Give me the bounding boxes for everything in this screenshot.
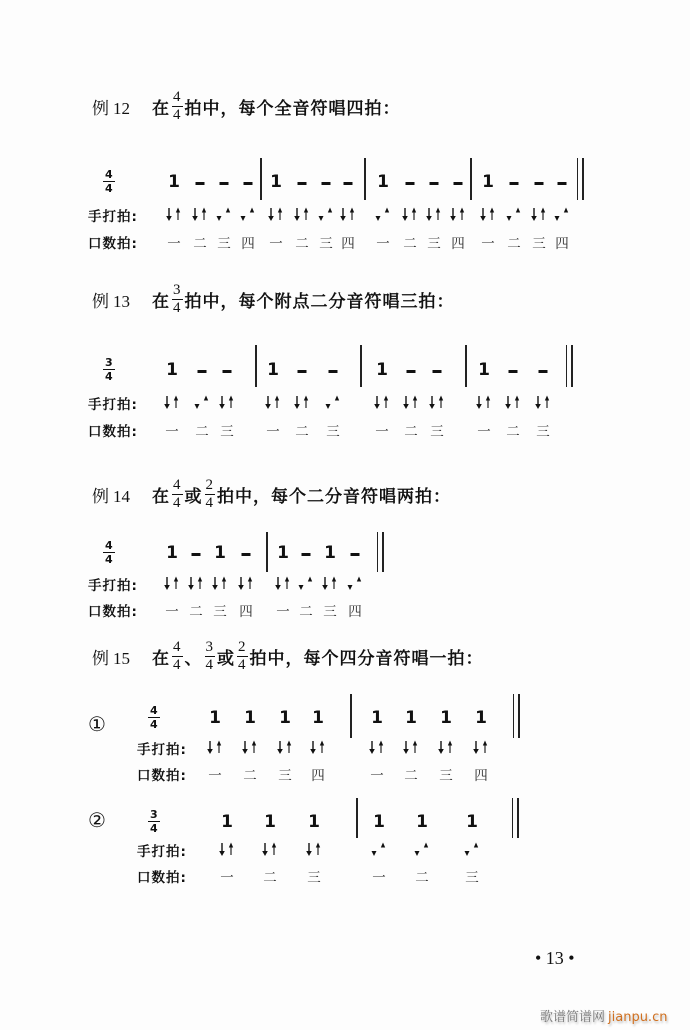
example-word: 例 — [92, 649, 109, 669]
down-up-arrow-icon — [427, 394, 447, 410]
jianpu-note: 1 — [371, 708, 383, 728]
time-fraction — [205, 640, 216, 673]
bar-line — [350, 694, 352, 738]
dash-extension — [329, 370, 338, 373]
fraction-numerator: 4 — [173, 89, 182, 105]
part-2-marker: ② — [88, 808, 106, 832]
count-syllable: 三 — [326, 424, 340, 440]
down-up-arrow-icon — [471, 739, 491, 755]
count-syllable: 三 — [217, 236, 231, 252]
dash-extension — [558, 182, 567, 185]
fraction-numerator: 4 — [173, 639, 182, 655]
jianpu-note: 1 — [416, 812, 428, 832]
time-signature — [148, 809, 160, 834]
bar-line — [360, 345, 362, 387]
bar-line — [465, 345, 467, 387]
count-syllable: 三 — [532, 236, 546, 252]
down-up-arrow-icon — [372, 394, 392, 410]
dash-extension — [454, 182, 463, 185]
count-syllable: 二 — [263, 870, 277, 886]
count-syllable: 三 — [213, 604, 227, 620]
triangle-up-arrow-icon — [412, 841, 432, 857]
dash-extension — [406, 182, 415, 185]
ts-denominator: 4 — [150, 718, 158, 731]
count-syllable: 一 — [376, 236, 390, 252]
time-fraction — [172, 478, 183, 511]
count-syllable: 三 — [427, 236, 441, 252]
count-syllable: 一 — [208, 768, 222, 784]
dash-extension — [220, 182, 229, 185]
jianpu-note: 1 — [166, 360, 178, 380]
down-up-arrow-icon — [533, 394, 553, 410]
ts-denominator: 4 — [105, 182, 113, 195]
count-syllable: 三 — [439, 768, 453, 784]
count-syllable: 三 — [319, 236, 333, 252]
count-syllable: 一 — [220, 870, 234, 886]
time-fraction — [205, 478, 216, 511]
count-syllable: 三 — [278, 768, 292, 784]
count-syllable: 一 — [266, 424, 280, 440]
down-up-arrow-icon — [210, 575, 230, 591]
count-syllable: 二 — [295, 424, 309, 440]
count-syllable: 四 — [348, 604, 362, 620]
hand-beat-label: 手打拍: — [88, 397, 138, 413]
bar-line — [364, 158, 366, 200]
down-up-arrow-icon — [217, 841, 237, 857]
time-fraction — [172, 90, 183, 123]
count-syllable: 二 — [506, 424, 520, 440]
jianpu-note: 1 — [166, 543, 178, 563]
down-up-arrow-icon — [424, 206, 444, 222]
count-syllable: 一 — [375, 424, 389, 440]
count-syllable: 一 — [165, 604, 179, 620]
final-double-bar-line — [377, 532, 384, 572]
ts-denominator: 4 — [105, 553, 113, 566]
ts-numerator: 3 — [105, 356, 113, 369]
final-double-bar-line — [513, 694, 520, 738]
watermark-en: jianpu.cn — [608, 1010, 668, 1025]
time-signature — [103, 540, 115, 565]
example-number: 14 — [113, 487, 130, 506]
jianpu-note: 1 — [221, 812, 233, 832]
title-prefix: 在 — [152, 487, 170, 507]
count-syllable: 一 — [481, 236, 495, 252]
ts-numerator: 4 — [105, 539, 113, 552]
count-syllable: 三 — [307, 870, 321, 886]
watermark-cn: 歌谱简谱网 — [540, 1010, 606, 1025]
time-fraction — [172, 283, 183, 316]
down-up-arrow-icon — [162, 394, 182, 410]
example-13-title — [92, 283, 455, 316]
fraction-numerator: 2 — [238, 639, 247, 655]
triangle-up-arrow-icon — [504, 206, 524, 222]
triangle-up-arrow-icon — [373, 206, 393, 222]
count-syllable: 四 — [474, 768, 488, 784]
title-prefix: 在 — [152, 649, 170, 669]
hand-beat-label: 手打拍: — [88, 578, 138, 594]
dash-extension — [192, 553, 201, 556]
example-label — [92, 94, 130, 119]
title-description: 拍中，每个二分音符唱两拍： — [217, 487, 451, 507]
fraction-denominator: 4 — [173, 300, 182, 316]
jianpu-note: 1 — [377, 172, 389, 192]
dash-extension — [302, 553, 311, 556]
jianpu-note: 1 — [308, 812, 320, 832]
count-syllable: 二 — [404, 424, 418, 440]
fraction-denominator: 4 — [238, 657, 247, 673]
title-separator: 或 — [217, 649, 235, 669]
title-description: 拍中，每个全音符唱四拍： — [184, 99, 401, 119]
count-syllable: 二 — [193, 236, 207, 252]
down-up-arrow-icon — [503, 394, 523, 410]
fraction-denominator: 4 — [173, 657, 182, 673]
count-syllable: 一 — [477, 424, 491, 440]
down-up-arrow-icon — [529, 206, 549, 222]
jianpu-note: 1 — [482, 172, 494, 192]
count-syllable: 一 — [370, 768, 384, 784]
down-up-arrow-icon — [448, 206, 468, 222]
bar-line — [266, 532, 268, 572]
fraction-denominator: 4 — [173, 495, 182, 511]
jianpu-note: 1 — [466, 812, 478, 832]
title-prefix: 在 — [152, 99, 170, 119]
triangle-up-arrow-icon — [323, 394, 343, 410]
count-beat-label: 口数拍: — [88, 604, 138, 620]
example-word: 例 — [92, 292, 109, 312]
triangle-up-arrow-icon — [296, 575, 316, 591]
ts-denominator: 4 — [150, 822, 158, 835]
title-separator: 或 — [184, 487, 203, 507]
dash-extension — [242, 553, 251, 556]
triangle-up-arrow-icon — [552, 206, 572, 222]
dash-extension — [539, 370, 548, 373]
dash-extension — [433, 370, 442, 373]
jianpu-note: 1 — [405, 708, 417, 728]
dash-extension — [298, 182, 307, 185]
time-fraction — [172, 640, 183, 673]
hand-beat-label: 手打拍: — [137, 844, 187, 860]
down-up-arrow-icon — [263, 394, 283, 410]
title-separator: 、 — [184, 649, 203, 669]
bar-line — [255, 345, 257, 387]
page-number: • 13 • — [535, 948, 575, 968]
jianpu-note: 1 — [209, 708, 221, 728]
jianpu-note: 1 — [324, 543, 336, 563]
example-word: 例 — [92, 99, 109, 119]
dash-extension — [196, 182, 205, 185]
down-up-arrow-icon — [401, 739, 421, 755]
count-syllable: 二 — [295, 236, 309, 252]
final-double-bar-line — [577, 158, 584, 200]
example-word: 例 — [92, 487, 109, 507]
jianpu-note: 1 — [214, 543, 226, 563]
triangle-up-arrow-icon — [192, 394, 212, 410]
jianpu-note: 1 — [168, 172, 180, 192]
time-signature — [103, 169, 115, 194]
count-syllable: 一 — [165, 424, 179, 440]
count-syllable: 四 — [241, 236, 255, 252]
count-syllable: 三 — [465, 870, 479, 886]
jianpu-note: 1 — [376, 360, 388, 380]
dash-extension — [223, 370, 232, 373]
hand-beat-label: 手打拍: — [88, 209, 138, 225]
count-syllable: 二 — [403, 236, 417, 252]
dash-extension — [509, 370, 518, 373]
jianpu-note: 1 — [279, 708, 291, 728]
part-1-marker: ① — [88, 712, 106, 736]
time-fraction — [237, 640, 248, 673]
example-15-title — [92, 640, 484, 673]
count-syllable: 二 — [195, 424, 209, 440]
example-label — [92, 482, 130, 507]
bar-line — [356, 798, 358, 838]
down-up-arrow-icon — [260, 841, 280, 857]
down-up-arrow-icon — [478, 206, 498, 222]
count-syllable: 四 — [239, 604, 253, 620]
down-up-arrow-icon — [266, 206, 286, 222]
count-beat-label: 口数拍: — [137, 870, 187, 886]
example-12-title — [92, 90, 401, 123]
ts-denominator: 4 — [105, 370, 113, 383]
down-up-arrow-icon — [190, 206, 210, 222]
ts-numerator: 4 — [150, 704, 158, 717]
dash-extension — [407, 370, 416, 373]
time-signature — [148, 705, 160, 730]
count-syllable: 四 — [555, 236, 569, 252]
triangle-up-arrow-icon — [462, 841, 482, 857]
triangle-up-arrow-icon — [345, 575, 365, 591]
site-watermark — [540, 1006, 667, 1025]
down-up-arrow-icon — [436, 739, 456, 755]
count-syllable: 四 — [341, 236, 355, 252]
ts-numerator: 4 — [105, 168, 113, 181]
jianpu-note: 1 — [264, 812, 276, 832]
jianpu-note: 1 — [440, 708, 452, 728]
jianpu-note: 1 — [277, 543, 289, 563]
down-up-arrow-icon — [401, 394, 421, 410]
down-up-arrow-icon — [240, 739, 260, 755]
count-syllable: 三 — [536, 424, 550, 440]
count-syllable: 二 — [243, 768, 257, 784]
count-syllable: 三 — [430, 424, 444, 440]
count-beat-label: 口数拍: — [88, 236, 138, 252]
title-prefix: 在 — [152, 292, 170, 312]
down-up-arrow-icon — [217, 394, 237, 410]
down-up-arrow-icon — [474, 394, 494, 410]
dash-extension — [198, 370, 207, 373]
count-syllable: 二 — [299, 604, 313, 620]
down-up-arrow-icon — [292, 206, 312, 222]
down-up-arrow-icon — [205, 739, 225, 755]
dash-extension — [351, 553, 360, 556]
jianpu-note: 1 — [478, 360, 490, 380]
fraction-numerator: 3 — [205, 639, 214, 655]
triangle-up-arrow-icon — [369, 841, 389, 857]
down-up-arrow-icon — [164, 206, 184, 222]
fraction-numerator: 4 — [173, 477, 182, 493]
jianpu-note: 1 — [267, 360, 279, 380]
count-beat-label: 口数拍: — [137, 768, 187, 784]
count-syllable: 二 — [189, 604, 203, 620]
count-beat-label: 口数拍: — [88, 424, 138, 440]
title-description: 拍中，每个四分音符唱一拍： — [249, 649, 484, 669]
fraction-denominator: 4 — [173, 107, 182, 123]
jianpu-note: 1 — [244, 708, 256, 728]
count-syllable: 四 — [311, 768, 325, 784]
count-syllable: 一 — [269, 236, 283, 252]
down-up-arrow-icon — [400, 206, 420, 222]
count-syllable: 二 — [415, 870, 429, 886]
dash-extension — [510, 182, 519, 185]
final-double-bar-line — [566, 345, 573, 387]
dash-extension — [244, 182, 253, 185]
count-syllable: 一 — [372, 870, 386, 886]
fraction-numerator: 2 — [205, 477, 214, 493]
ts-numerator: 3 — [150, 808, 158, 821]
down-up-arrow-icon — [236, 575, 256, 591]
jianpu-note: 1 — [373, 812, 385, 832]
dash-extension — [344, 182, 353, 185]
example-label — [92, 287, 130, 312]
count-syllable: 三 — [220, 424, 234, 440]
down-up-arrow-icon — [273, 575, 293, 591]
triangle-up-arrow-icon — [316, 206, 336, 222]
down-up-arrow-icon — [320, 575, 340, 591]
down-up-arrow-icon — [162, 575, 182, 591]
count-syllable: 四 — [451, 236, 465, 252]
down-up-arrow-icon — [338, 206, 358, 222]
down-up-arrow-icon — [186, 575, 206, 591]
jianpu-note: 1 — [270, 172, 282, 192]
jianpu-note: 1 — [312, 708, 324, 728]
example-label — [92, 644, 130, 669]
example-number: 13 — [113, 292, 130, 311]
dash-extension — [430, 182, 439, 185]
bar-line — [260, 158, 262, 200]
down-up-arrow-icon — [308, 739, 328, 755]
triangle-up-arrow-icon — [238, 206, 258, 222]
fraction-numerator: 3 — [173, 282, 182, 298]
fraction-denominator: 4 — [205, 495, 214, 511]
example-14-title — [92, 478, 451, 511]
final-double-bar-line — [512, 798, 519, 838]
triangle-up-arrow-icon — [214, 206, 234, 222]
down-up-arrow-icon — [367, 739, 387, 755]
dash-extension — [535, 182, 544, 185]
time-signature — [103, 357, 115, 382]
count-syllable: 二 — [404, 768, 418, 784]
jianpu-note: 1 — [475, 708, 487, 728]
count-syllable: 一 — [276, 604, 290, 620]
down-up-arrow-icon — [304, 841, 324, 857]
hand-beat-label: 手打拍: — [137, 742, 187, 758]
count-syllable: 一 — [167, 236, 181, 252]
down-up-arrow-icon — [292, 394, 312, 410]
example-number: 15 — [113, 649, 130, 668]
example-number: 12 — [113, 99, 130, 118]
count-syllable: 二 — [507, 236, 521, 252]
bar-line — [470, 158, 472, 200]
title-description: 拍中，每个附点二分音符唱三拍： — [184, 292, 455, 312]
down-up-arrow-icon — [275, 739, 295, 755]
fraction-denominator: 4 — [205, 657, 214, 673]
dash-extension — [322, 182, 331, 185]
dash-extension — [298, 370, 307, 373]
count-syllable: 三 — [323, 604, 337, 620]
